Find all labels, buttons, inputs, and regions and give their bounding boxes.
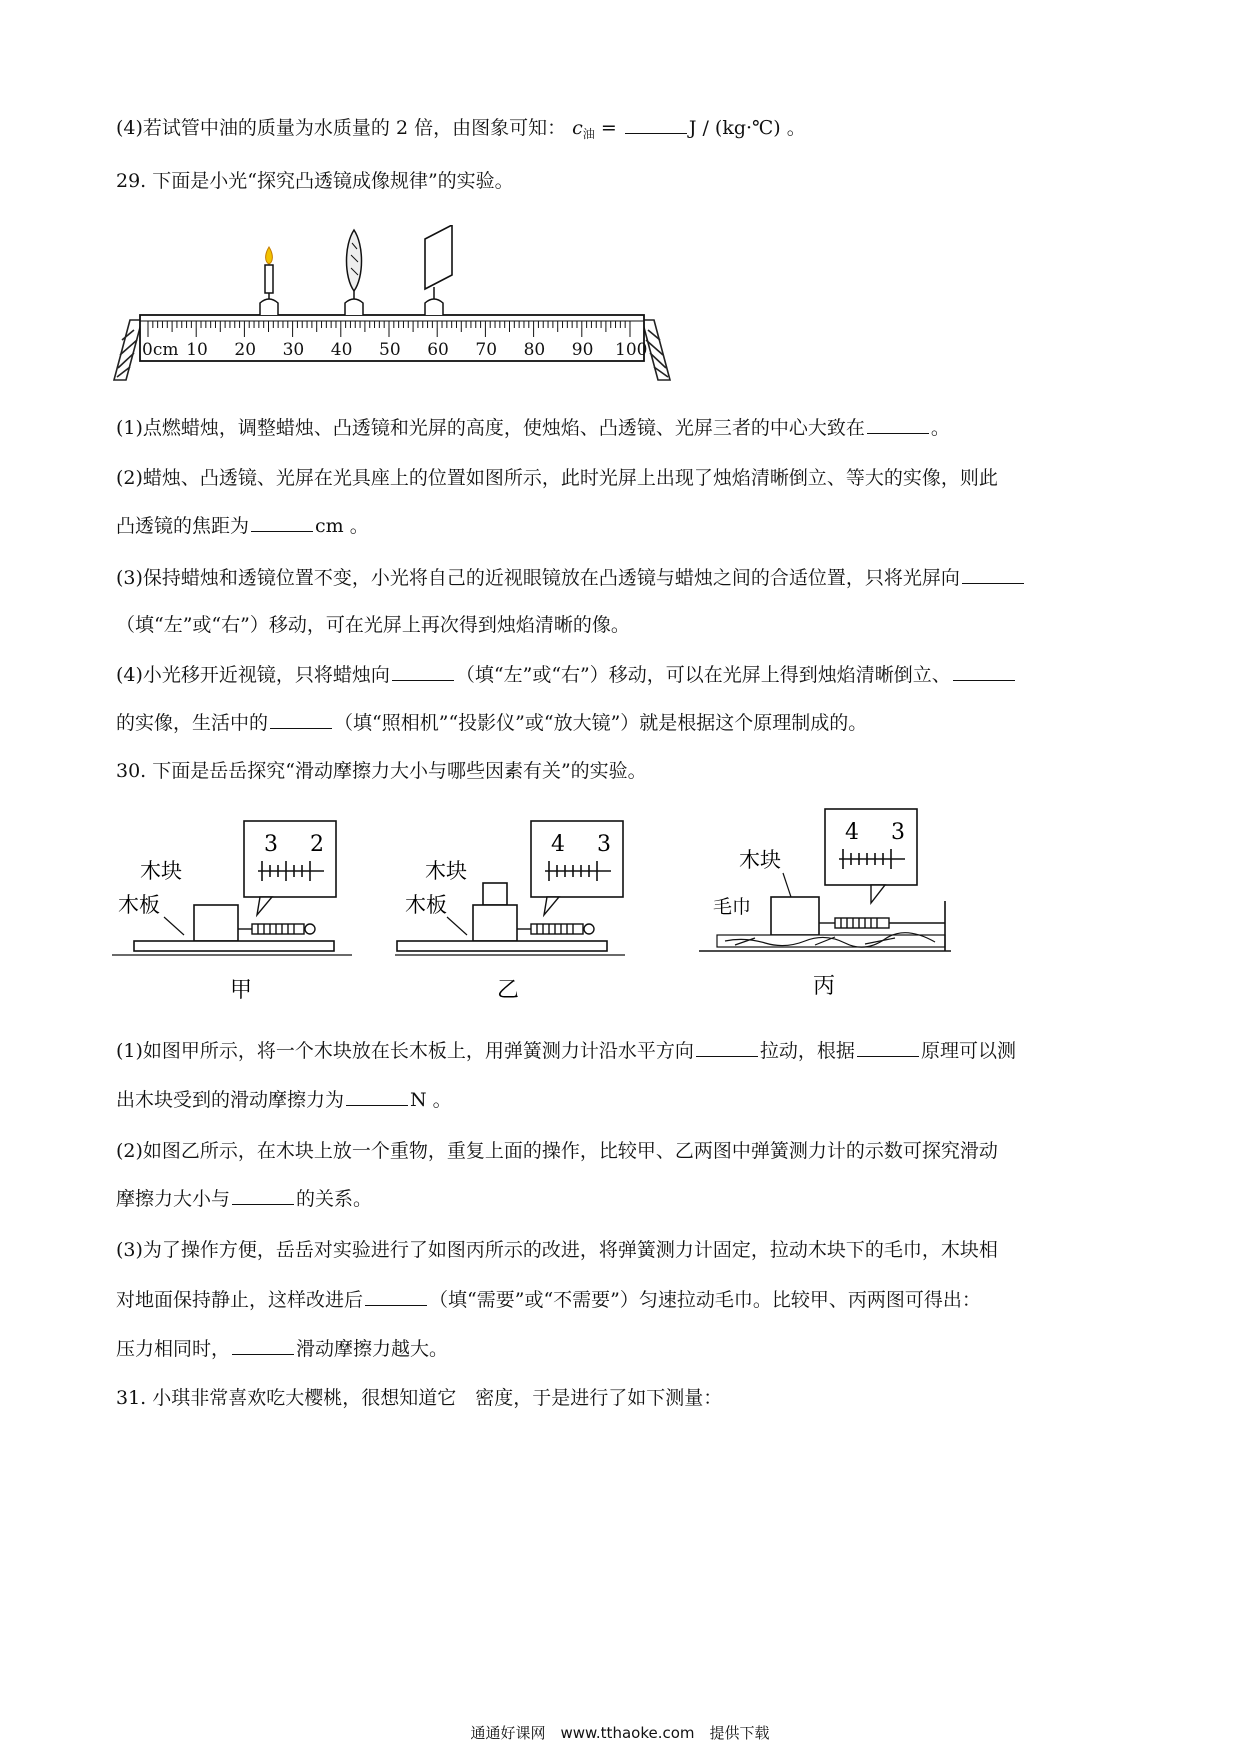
towel bbox=[717, 933, 945, 947]
towel-label: 毛巾 bbox=[713, 896, 752, 918]
optical-bench-figure bbox=[112, 225, 672, 385]
scale-label-left: 4 bbox=[551, 832, 565, 857]
answer-blank bbox=[270, 710, 332, 729]
answer-blank bbox=[857, 1038, 919, 1057]
block-label: 木块 bbox=[140, 859, 182, 883]
answer-blank bbox=[625, 115, 687, 134]
q30-part3-line2: 对地面保持静止，这样改进后 （填“需要”或“不需要”）匀速拉动毛巾。比较甲、丙两图可得出： bbox=[116, 1289, 981, 1311]
q30-part1-line2: 出木块受到的滑动摩擦力为 N 。 bbox=[116, 1089, 452, 1111]
q29-part2-line1: (2)蜡烛、凸透镜、光屏在光具座上的位置如图所示，此时光屏上出现了烛焰清晰倒立、等大的实像，则此 bbox=[116, 467, 998, 489]
answer-blank bbox=[365, 1287, 427, 1306]
light-screen bbox=[425, 225, 452, 315]
answer-blank bbox=[232, 1336, 294, 1355]
ruler-label: 20 bbox=[234, 340, 257, 360]
ruler-label: 80 bbox=[523, 340, 546, 360]
answer-blank bbox=[232, 1186, 294, 1205]
answer-blank bbox=[251, 513, 313, 532]
ruler-label: 40 bbox=[330, 340, 353, 360]
scale-label-left: 3 bbox=[264, 832, 278, 857]
q30-part3-line3: 压力相同时， 滑动摩擦力越大。 bbox=[116, 1338, 449, 1360]
answer-blank bbox=[392, 662, 454, 681]
scale-label-right: 2 bbox=[310, 832, 324, 857]
convex-lens bbox=[345, 230, 363, 315]
page-footer: 通通好课网 www.tthaoke.com 提供下载 bbox=[470, 1724, 770, 1742]
ruler-label: 90 bbox=[571, 340, 594, 360]
block-label: 木块 bbox=[425, 859, 467, 883]
ruler-label: 10 bbox=[186, 340, 208, 360]
block-label: 木块 bbox=[739, 848, 781, 872]
answer-blank bbox=[867, 415, 929, 434]
ruler-label: 60 bbox=[427, 340, 449, 360]
answer-blank bbox=[346, 1087, 408, 1106]
spring-scale bbox=[517, 924, 594, 934]
q30-part1-line1: (1)如图甲所示，将一个木块放在长木板上，用弹簧测力计沿水平方向 拉动，根据 原理可以测 bbox=[116, 1040, 1016, 1062]
board-label: 木板 bbox=[118, 893, 160, 917]
q30-part2-line1: (2)如图乙所示，在木块上放一个重物，重复上面的操作，比较甲、乙两图中弹簧测力计的示数可探究滑动 bbox=[116, 1140, 998, 1162]
q30-part2-line2: 摩擦力大小与 的关系。 bbox=[116, 1188, 373, 1210]
ruler-label: 100 bbox=[615, 340, 648, 360]
caption-bing: 丙 bbox=[813, 974, 836, 999]
q29-part4-line2: 的实像，生活中的 （填“照相机”“投影仪”或“放大镜”）就是根据这个原理制成的。 bbox=[116, 712, 868, 734]
q31-title: 31. 小琪非常喜欢吃大樱桃，很想知道它 密度，于是进行了如下测量： bbox=[116, 1387, 723, 1409]
q30-part3-line1: (3)为了操作方便，岳岳对实验进行了如图丙所示的改进，将弹簧测力计固定，拉动木块下的毛巾，木块相 bbox=[116, 1239, 998, 1261]
q29-part3-line2: （填“左”或“右”）移动，可在光屏上再次得到烛焰清晰的像。 bbox=[116, 614, 630, 636]
caption-yi: 乙 bbox=[497, 978, 520, 1003]
scale-label-right: 3 bbox=[891, 820, 905, 845]
q29-part4-line1: (4)小光移开近视镜，只将蜡烛向 （填“左”或“右”）移动，可以在光屏上得到烛焰清晰倒立、 bbox=[116, 662, 1017, 688]
q30-title: 30. 下面是岳岳探究“滑动摩擦力大小与哪些因素有关”的实验。 bbox=[116, 760, 647, 782]
ruler-label: 0cm bbox=[142, 340, 179, 360]
q28-part4: (4)若试管中油的质量为水质量的 2 倍，由图象可知： $c_油 = J$ / (kg·℃) 。 bbox=[116, 117, 806, 141]
spring-scale bbox=[238, 924, 315, 934]
answer-blank bbox=[696, 1038, 758, 1057]
friction-figure-bing bbox=[695, 805, 955, 1010]
friction-figure-jia bbox=[112, 815, 352, 1015]
ruler-label: 50 bbox=[379, 340, 401, 360]
board-label: 木板 bbox=[405, 893, 447, 917]
answer-blank bbox=[962, 565, 1024, 584]
friction-figure-yi bbox=[395, 815, 635, 1015]
candle bbox=[260, 247, 278, 315]
spring-scale bbox=[819, 918, 945, 928]
scale-label-right: 3 bbox=[597, 832, 611, 857]
q29-part1: (1)点燃蜡烛，调整蜡烛、凸透镜和光屏的高度，使烛焰、凸透镜、光屏三者的中心大致在 。 bbox=[116, 417, 950, 439]
q29-part2-line2: 凸透镜的焦距为 cm 。 bbox=[116, 515, 369, 537]
bench-left-stand bbox=[114, 320, 142, 380]
answer-blank bbox=[953, 662, 1015, 681]
scale-label-left: 4 bbox=[845, 820, 859, 845]
ruler-label: 70 bbox=[475, 340, 498, 360]
ruler-label: 30 bbox=[282, 340, 305, 360]
q29-title: 29. 下面是小光“探究凸透镜成像规律”的实验。 bbox=[116, 170, 514, 192]
q29-part3-line1: (3)保持蜡烛和透镜位置不变，小光将自己的近视眼镜放在凸透镜与蜡烛之间的合适位置，只将光屏向 bbox=[116, 565, 1026, 591]
caption-jia: 甲 bbox=[230, 978, 253, 1003]
